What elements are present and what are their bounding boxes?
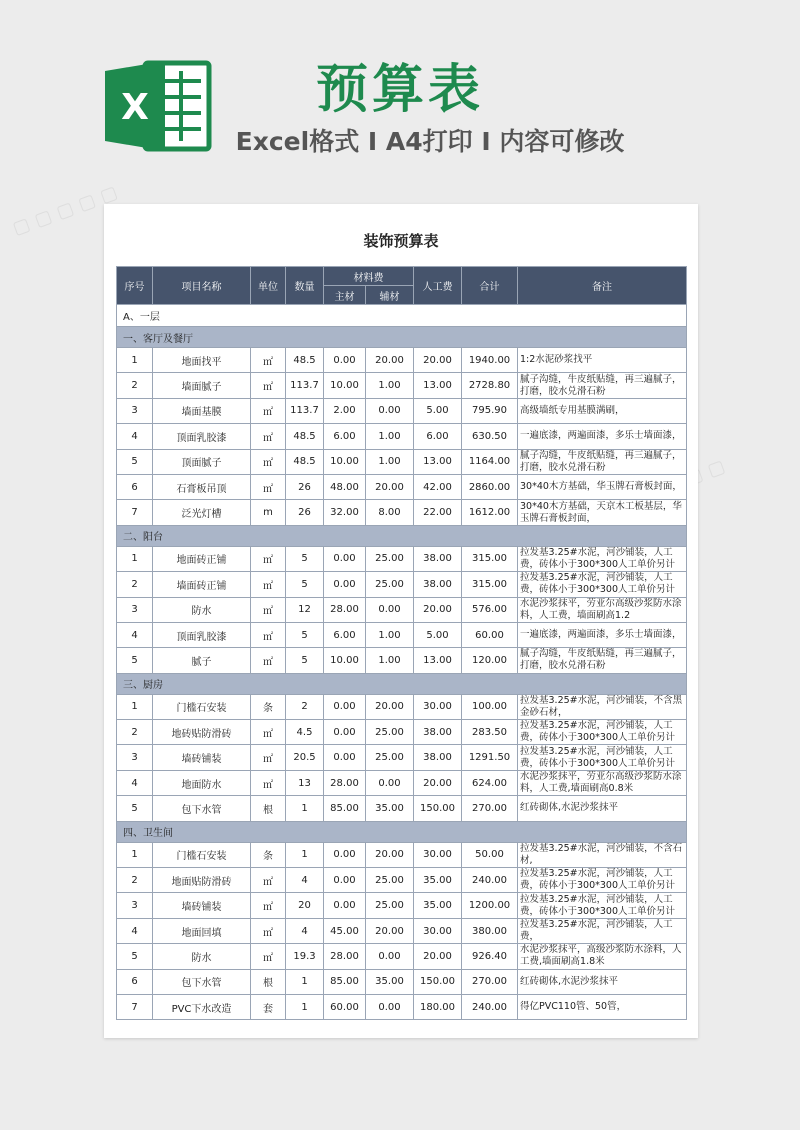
cell-main-material: 60.00: [324, 994, 366, 1019]
table-row: [117, 770, 687, 795]
table-row: [117, 694, 687, 719]
cell-name: 墙面基膜: [153, 398, 251, 423]
cell-main-material: 85.00: [324, 796, 366, 821]
table-body: [117, 305, 687, 1020]
cell-seq: 4: [117, 770, 153, 795]
cell-qty: 5: [286, 546, 324, 571]
cell-unit: 根: [251, 796, 286, 821]
cell-seq: 3: [117, 398, 153, 423]
table-row: [117, 546, 687, 571]
cell-labor: 13.00: [414, 373, 462, 398]
cell-qty: 4: [286, 918, 324, 943]
cell-labor: 22.00: [414, 500, 462, 525]
cell-seq: 6: [117, 969, 153, 994]
cell-aux-material: 25.00: [366, 720, 414, 745]
cell-note: 拉发基3.25#水泥，河沙铺装，人工费，砖体小于300*300人工单价另计: [518, 546, 687, 571]
table-row: [117, 745, 687, 770]
cell-total: 240.00: [462, 868, 518, 893]
cell-note: 水泥沙浆抹平，劳亚尔高级沙浆防水涂料，人工费，墙面刷高1.2: [518, 597, 687, 622]
cell-main-material: 6.00: [324, 424, 366, 449]
cell-unit: 套: [251, 994, 286, 1019]
cell-total: 240.00: [462, 994, 518, 1019]
logo-letter: X: [121, 87, 149, 128]
cell-total: 1940.00: [462, 348, 518, 373]
cell-unit: ㎡: [251, 944, 286, 969]
cell-name: 墙砖铺装: [153, 893, 251, 918]
cell-name: 门槛石安装: [153, 842, 251, 867]
cell-unit: ㎡: [251, 893, 286, 918]
cell-qty: 5: [286, 648, 324, 673]
cell-qty: 2: [286, 694, 324, 719]
cell-unit: ㎡: [251, 398, 286, 423]
cell-aux-material: 0.00: [366, 944, 414, 969]
cell-qty: 26: [286, 474, 324, 499]
cell-labor: 5.00: [414, 398, 462, 423]
col-header-note: 备注: [518, 267, 687, 305]
cell-note: 红砖砌体,水泥沙浆抹平: [518, 969, 687, 994]
col-header-aux-material: 辅材: [366, 286, 414, 305]
cell-qty: 5: [286, 572, 324, 597]
table-row: [117, 842, 687, 867]
cell-note: 得亿PVC110管、50管，: [518, 994, 687, 1019]
cell-aux-material: 1.00: [366, 648, 414, 673]
col-header-labor: 人工费: [414, 267, 462, 305]
cell-labor: 20.00: [414, 944, 462, 969]
cell-name: 墙面砖正铺: [153, 572, 251, 597]
sheet-title: 装饰预算表: [363, 232, 439, 250]
cell-note: 水泥沙浆抹平，劳亚尔高级沙浆防水涂料，人工费,墙面刷高0.8米: [518, 770, 687, 795]
cell-main-material: 0.00: [324, 694, 366, 719]
cell-unit: m: [251, 500, 286, 525]
cell-name: 地砖贴防滑砖: [153, 720, 251, 745]
cell-note: 一遍底漆，两遍面漆，多乐士墙面漆，: [518, 622, 687, 647]
col-header-total: 合计: [462, 267, 518, 305]
cell-main-material: 0.00: [324, 720, 366, 745]
cell-note: 腻子沟缝，牛皮纸贴缝，再三遍腻子，打磨，胶水兑滑石粉: [518, 648, 687, 673]
cell-total: 270.00: [462, 796, 518, 821]
cell-unit: ㎡: [251, 572, 286, 597]
cell-unit: ㎡: [251, 868, 286, 893]
cell-unit: ㎡: [251, 348, 286, 373]
cell-main-material: 0.00: [324, 842, 366, 867]
cell-labor: 20.00: [414, 597, 462, 622]
col-header-seq: 序号: [117, 267, 153, 305]
cell-main-material: 10.00: [324, 449, 366, 474]
cell-note: 腻子沟缝，牛皮纸贴缝，再三遍腻子，打磨，胶水兑滑石粉: [518, 449, 687, 474]
cell-total: 380.00: [462, 918, 518, 943]
cell-qty: 48.5: [286, 348, 324, 373]
floor-label: A、一层: [117, 305, 687, 327]
cell-seq: 4: [117, 622, 153, 647]
budget-sheet: [104, 204, 698, 1038]
cell-labor: 20.00: [414, 770, 462, 795]
cell-name: 防水: [153, 597, 251, 622]
cell-qty: 1: [286, 994, 324, 1019]
cell-qty: 20: [286, 893, 324, 918]
cell-main-material: 28.00: [324, 597, 366, 622]
cell-qty: 5: [286, 622, 324, 647]
cell-main-material: 48.00: [324, 474, 366, 499]
cell-unit: 条: [251, 694, 286, 719]
table-row: [117, 868, 687, 893]
cell-aux-material: 1.00: [366, 622, 414, 647]
cell-name: 门槛石安装: [153, 694, 251, 719]
cell-name: 地面回填: [153, 918, 251, 943]
cell-note: 高级墙纸专用基膜满刷，: [518, 398, 687, 423]
cell-aux-material: 20.00: [366, 842, 414, 867]
cell-labor: 13.00: [414, 648, 462, 673]
cell-labor: 150.00: [414, 796, 462, 821]
cell-main-material: 0.00: [324, 745, 366, 770]
cell-note: 30*40木方基础，天京木工板基层，华玉牌石膏板封面，: [518, 500, 687, 525]
cell-name: 地面找平: [153, 348, 251, 373]
cell-aux-material: 0.00: [366, 770, 414, 795]
cell-unit: ㎡: [251, 597, 286, 622]
cell-name: 腻子: [153, 648, 251, 673]
cell-main-material: 0.00: [324, 868, 366, 893]
cell-unit: ㎡: [251, 449, 286, 474]
cell-name: 防水: [153, 944, 251, 969]
cell-name: 包下水管: [153, 969, 251, 994]
cell-labor: 38.00: [414, 546, 462, 571]
table-row: [117, 918, 687, 943]
cell-aux-material: 0.00: [366, 398, 414, 423]
cell-aux-material: 35.00: [366, 796, 414, 821]
cell-seq: 1: [117, 348, 153, 373]
cell-main-material: 0.00: [324, 893, 366, 918]
cell-note: 水泥沙浆抹平，高级沙浆防水涂料，人工费,墙面刷高1.8米: [518, 944, 687, 969]
table-row: [117, 944, 687, 969]
cell-seq: 2: [117, 868, 153, 893]
cell-labor: 38.00: [414, 572, 462, 597]
cell-qty: 20.5: [286, 745, 324, 770]
cell-seq: 5: [117, 944, 153, 969]
cell-unit: ㎡: [251, 474, 286, 499]
cell-total: 120.00: [462, 648, 518, 673]
cell-aux-material: 25.00: [366, 745, 414, 770]
cell-total: 100.00: [462, 694, 518, 719]
cell-name: 顶面乳胶漆: [153, 622, 251, 647]
cell-name: 地面砖正铺: [153, 546, 251, 571]
cell-aux-material: 20.00: [366, 918, 414, 943]
table-row: [117, 720, 687, 745]
cell-unit: ㎡: [251, 745, 286, 770]
cell-aux-material: 1.00: [366, 373, 414, 398]
cell-note: 拉发基3.25#水泥，河沙铺装，人工费，砖体小于300*300人工单价另计: [518, 720, 687, 745]
cell-unit: ㎡: [251, 622, 286, 647]
table-row: [117, 572, 687, 597]
cell-main-material: 2.00: [324, 398, 366, 423]
section-header: 一、客厅及餐厅: [117, 327, 687, 348]
table-row: [117, 398, 687, 423]
cell-name: 石膏板吊顶: [153, 474, 251, 499]
cell-labor: 30.00: [414, 842, 462, 867]
cell-total: 2728.80: [462, 373, 518, 398]
page-title: 预算表: [315, 60, 484, 120]
cell-qty: 113.7: [286, 373, 324, 398]
section-header: 三、厨房: [117, 673, 687, 694]
table-row: [117, 373, 687, 398]
cell-main-material: 0.00: [324, 348, 366, 373]
excel-logo-icon: [103, 57, 213, 155]
cell-seq: 1: [117, 546, 153, 571]
cell-labor: 38.00: [414, 745, 462, 770]
cell-seq: 6: [117, 474, 153, 499]
table-row: [117, 449, 687, 474]
cell-main-material: 28.00: [324, 770, 366, 795]
cell-total: 630.50: [462, 424, 518, 449]
section-header: 四、卫生间: [117, 821, 687, 842]
cell-unit: ㎡: [251, 373, 286, 398]
cell-qty: 4: [286, 868, 324, 893]
cell-aux-material: 8.00: [366, 500, 414, 525]
cell-total: 795.90: [462, 398, 518, 423]
cell-aux-material: 1.00: [366, 424, 414, 449]
page-subtitle: Excel格式 I A4打印 I 内容可修改: [235, 127, 625, 156]
col-header-material: 材料费: [324, 267, 414, 286]
table-row: [117, 597, 687, 622]
cell-seq: 2: [117, 373, 153, 398]
cell-qty: 1: [286, 796, 324, 821]
cell-seq: 3: [117, 893, 153, 918]
cell-note: 腻子沟缝，牛皮纸贴缝，再三遍腻子，打磨，胶水兑滑石粉: [518, 373, 687, 398]
watermark-decoration: ▢: [704, 455, 728, 482]
cell-name: 墙面腻子: [153, 373, 251, 398]
cell-unit: 条: [251, 842, 286, 867]
cell-unit: ㎡: [251, 720, 286, 745]
cell-total: 1612.00: [462, 500, 518, 525]
cell-qty: 13: [286, 770, 324, 795]
table-row: [117, 796, 687, 821]
cell-aux-material: 20.00: [366, 474, 414, 499]
table-row: [117, 969, 687, 994]
cell-note: 拉发基3.25#水泥，河沙铺装，不含黑金砂石材，: [518, 694, 687, 719]
cell-total: 1291.50: [462, 745, 518, 770]
cell-aux-material: 25.00: [366, 546, 414, 571]
cell-main-material: 28.00: [324, 944, 366, 969]
cell-main-material: 45.00: [324, 918, 366, 943]
cell-seq: 4: [117, 918, 153, 943]
cell-qty: 1: [286, 969, 324, 994]
cell-name: 地面贴防滑砖: [153, 868, 251, 893]
cell-note: 30*40木方基础，华玉牌石膏板封面，: [518, 474, 687, 499]
cell-note: 拉发基3.25#水泥，河沙铺装，人工费，砖体小于300*300人工单价另计: [518, 893, 687, 918]
cell-name: 墙砖铺装: [153, 745, 251, 770]
cell-labor: 42.00: [414, 474, 462, 499]
cell-total: 1200.00: [462, 893, 518, 918]
cell-seq: 3: [117, 745, 153, 770]
cell-name: PVC下水改造: [153, 994, 251, 1019]
cell-aux-material: 20.00: [366, 694, 414, 719]
cell-total: 624.00: [462, 770, 518, 795]
table-row: [117, 500, 687, 525]
cell-qty: 113.7: [286, 398, 324, 423]
cell-unit: 根: [251, 969, 286, 994]
cell-main-material: 85.00: [324, 969, 366, 994]
cell-note: 红砖砌体,水泥沙浆抹平: [518, 796, 687, 821]
cell-seq: 2: [117, 572, 153, 597]
cell-seq: 5: [117, 796, 153, 821]
cell-unit: ㎡: [251, 546, 286, 571]
cell-qty: 19.3: [286, 944, 324, 969]
cell-note: 拉发基3.25#水泥，河沙铺装，不含石材,: [518, 842, 687, 867]
col-header-unit: 单位: [251, 267, 286, 305]
cell-labor: 35.00: [414, 893, 462, 918]
cell-name: 顶面腻子: [153, 449, 251, 474]
table-row: [117, 424, 687, 449]
cell-labor: 30.00: [414, 918, 462, 943]
cell-aux-material: 25.00: [366, 868, 414, 893]
cell-labor: 30.00: [414, 694, 462, 719]
cell-labor: 20.00: [414, 348, 462, 373]
cell-seq: 7: [117, 500, 153, 525]
table-row: [117, 893, 687, 918]
table-row: [117, 348, 687, 373]
table-row: [117, 622, 687, 647]
col-header-name: 项目名称: [153, 267, 251, 305]
cell-unit: ㎡: [251, 918, 286, 943]
cell-aux-material: 20.00: [366, 348, 414, 373]
cell-total: 1164.00: [462, 449, 518, 474]
section-header: 二、阳台: [117, 525, 687, 546]
cell-seq: 7: [117, 994, 153, 1019]
cell-labor: 5.00: [414, 622, 462, 647]
table-row: [117, 474, 687, 499]
cell-seq: 3: [117, 597, 153, 622]
cell-labor: 13.00: [414, 449, 462, 474]
cell-note: 拉发基3.25#水泥，河沙铺装，人工费，砖体小于300*300人工单价另计: [518, 868, 687, 893]
cell-qty: 48.5: [286, 449, 324, 474]
cell-name: 包下水管: [153, 796, 251, 821]
cell-aux-material: 0.00: [366, 994, 414, 1019]
cell-name: 顶面乳胶漆: [153, 424, 251, 449]
cell-labor: 6.00: [414, 424, 462, 449]
cell-note: 1:2水泥砂浆找平: [518, 348, 687, 373]
cell-seq: 5: [117, 648, 153, 673]
cell-unit: ㎡: [251, 424, 286, 449]
cell-total: 315.00: [462, 546, 518, 571]
cell-total: 315.00: [462, 572, 518, 597]
cell-total: 50.00: [462, 842, 518, 867]
cell-name: 泛光灯槽: [153, 500, 251, 525]
table-row: [117, 648, 687, 673]
cell-note: 拉发基3.25#水泥，河沙铺装，人工费，砖体小于300*300人工单价另计: [518, 572, 687, 597]
cell-seq: 1: [117, 694, 153, 719]
cell-seq: 5: [117, 449, 153, 474]
cell-qty: 26: [286, 500, 324, 525]
budget-table: [116, 266, 687, 1020]
cell-qty: 4.5: [286, 720, 324, 745]
cell-note: 拉发基3.25#水泥，河沙铺装，人工费，砖体小于300*300人工单价另计: [518, 745, 687, 770]
cell-unit: ㎡: [251, 770, 286, 795]
col-header-main-material: 主材: [324, 286, 366, 305]
cell-total: 283.50: [462, 720, 518, 745]
cell-main-material: 6.00: [324, 622, 366, 647]
cell-total: 926.40: [462, 944, 518, 969]
col-header-qty: 数量: [286, 267, 324, 305]
watermark-decoration: ▢ ▢ ▢ ▢ ▢: [9, 181, 121, 240]
cell-labor: 38.00: [414, 720, 462, 745]
cell-qty: 12: [286, 597, 324, 622]
cell-qty: 48.5: [286, 424, 324, 449]
cell-note: 一遍底漆，两遍面漆，多乐士墙面漆，: [518, 424, 687, 449]
cell-aux-material: 25.00: [366, 893, 414, 918]
cell-main-material: 10.00: [324, 648, 366, 673]
cell-total: 60.00: [462, 622, 518, 647]
cell-seq: 1: [117, 842, 153, 867]
cell-main-material: 0.00: [324, 546, 366, 571]
cell-main-material: 10.00: [324, 373, 366, 398]
cell-total: 270.00: [462, 969, 518, 994]
cell-aux-material: 1.00: [366, 449, 414, 474]
cell-aux-material: 35.00: [366, 969, 414, 994]
cell-aux-material: 0.00: [366, 597, 414, 622]
cell-seq: 2: [117, 720, 153, 745]
cell-labor: 150.00: [414, 969, 462, 994]
cell-qty: 1: [286, 842, 324, 867]
table-row: [117, 994, 687, 1019]
cell-labor: 35.00: [414, 868, 462, 893]
cell-unit: ㎡: [251, 648, 286, 673]
cell-note: 拉发基3.25#水泥，河沙铺装，人工费，: [518, 918, 687, 943]
cell-total: 2860.00: [462, 474, 518, 499]
cell-seq: 4: [117, 424, 153, 449]
cell-total: 576.00: [462, 597, 518, 622]
cell-main-material: 32.00: [324, 500, 366, 525]
cell-name: 地面防水: [153, 770, 251, 795]
cell-aux-material: 25.00: [366, 572, 414, 597]
cell-main-material: 0.00: [324, 572, 366, 597]
cell-labor: 180.00: [414, 994, 462, 1019]
